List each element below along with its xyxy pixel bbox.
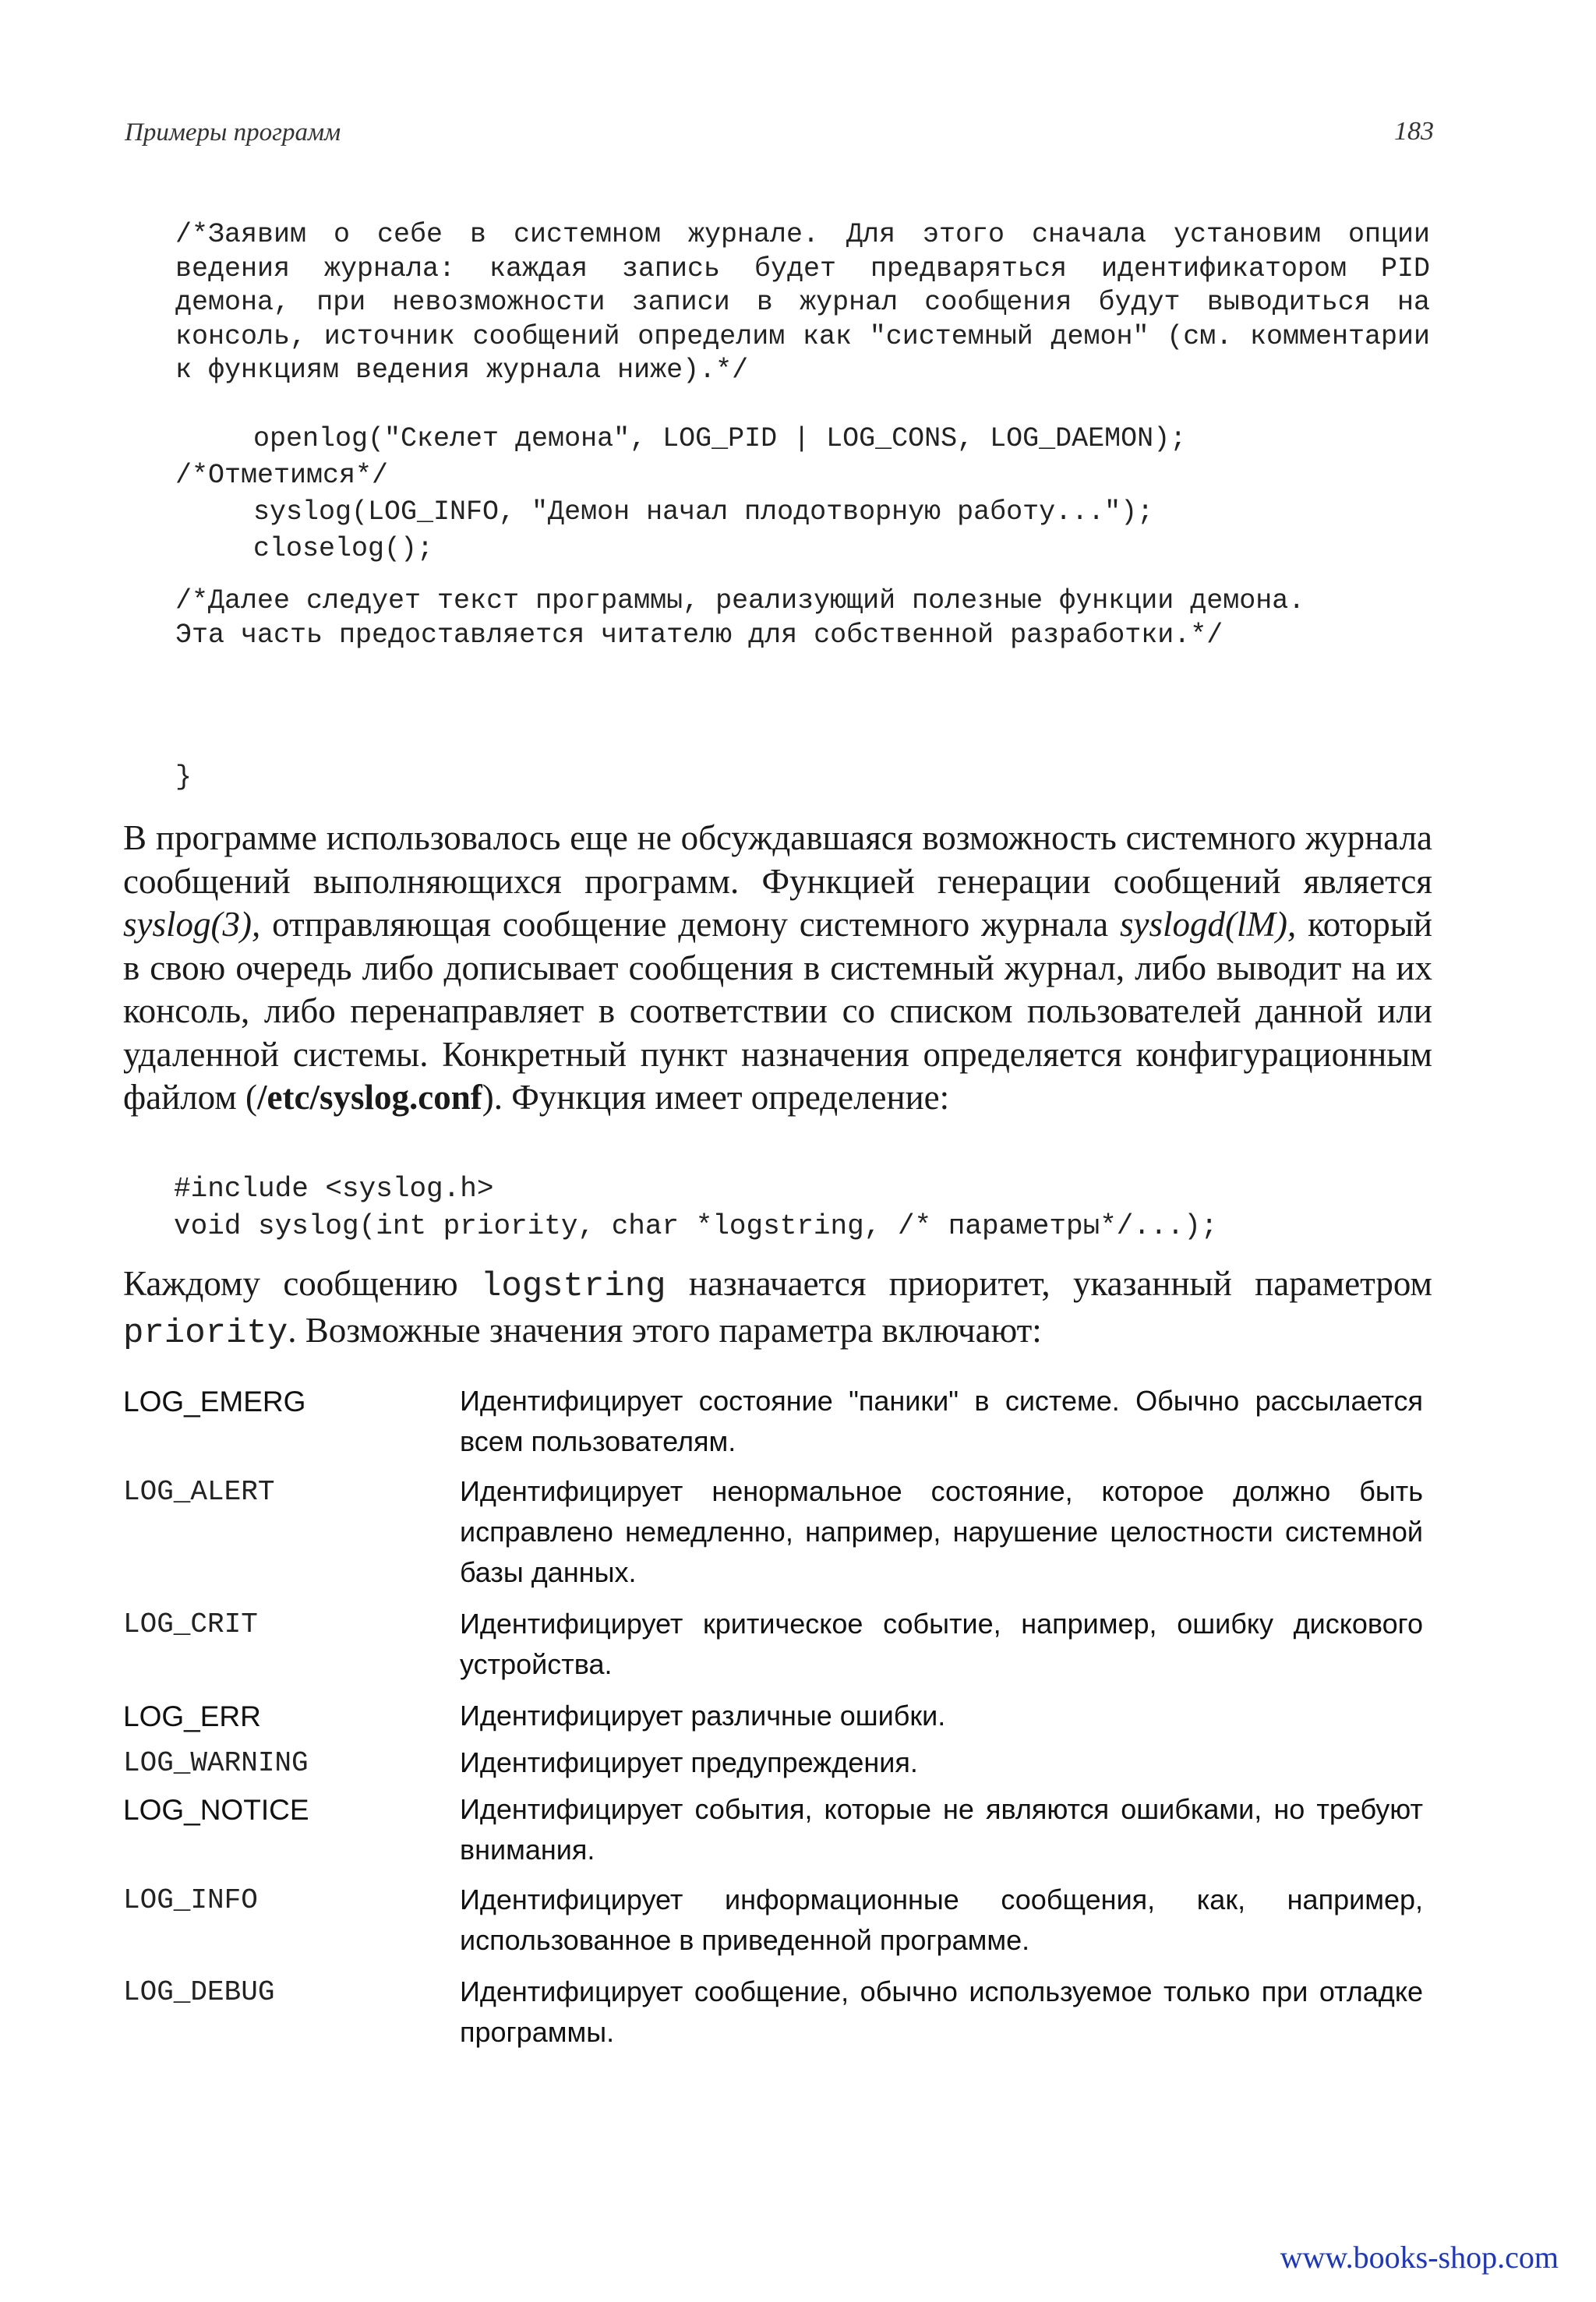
code-syslog-declaration: void syslog(int priority, char *logstring, /* параметры*/...); [174,1210,1218,1242]
paragraph-text: ). Функция имеет определение: [482,1078,950,1117]
level-name: LOG_ALERT [123,1476,275,1508]
level-description: Идентифицирует различные ошибки. [460,1700,946,1732]
paragraph-text: назначается приоритет, указанный параметром [666,1264,1432,1303]
code-closing-brace: } [175,761,192,793]
page-number: 183 [1394,117,1434,146]
code-include: #include <syslog.h> [174,1173,494,1205]
paragraph-text: который в свою очередь либо дописывает сообщения в системный журнал, либо выводит на их консоль, либо перенаправляет в соответствии со списком пользователей данной или удаленной системы. Конкретный пункт назначения определяется конфигурационным файлом ( [123,905,1433,1117]
config-file-path: /etc/syslog.conf [257,1078,482,1117]
level-description: Идентифицирует сообщение, обычно используемое только при отладке программы. [460,1975,1423,2048]
footer-website-link[interactable]: www.books-shop.com [1280,2240,1559,2275]
paragraph-text: В программе использовалось еще не обсуждавшаяся возможность системного журнала сообщений выполняющихся программ. Функцией генерации сообщений является [123,818,1432,901]
code-closelog: closelog(); [253,533,434,564]
running-head: Примеры программ [125,118,341,147]
code-openlog: openlog("Скелет демона", LOG_PID | LOG_CONS, LOG_DAEMON); [253,423,1187,454]
code-syslog: syslog(LOG_INFO, "Демон начал плодотворную работу..."); [253,496,1154,528]
body-paragraph-priority [123,1262,1432,1355]
code-comment-mark: /*Отметимся*/ [175,460,389,491]
level-name: LOG_CRIT [123,1608,258,1640]
level-description: Идентифицирует ненормальное состояние, которое должно быть исправлено немедленно, например, нарушение целостности системной базы данных. [460,1475,1423,1588]
priority-param: priority [123,1313,288,1353]
syslogd-reference: syslogd(lM), [1120,905,1297,944]
paragraph-text: отправляющая сообщение демону системного журнала [260,905,1121,944]
level-name: LOG_EMERG [123,1386,306,1418]
level-description: Идентифицирует предупреждения. [460,1746,918,1778]
code-comment-journal: /*Заявим о себе в системном журнале. Для этого сначала установим опции ведения журнала: каждая запись будет предваряться идентификатором PID демона, при невозможности записи в журнал сообщения будут выводиться на консоль, источник сообщений определим как "системный демон" (см. комментарии к функциям ведения журнала ниже).*/ [175,219,1447,386]
level-name: LOG_ERR [123,1700,261,1732]
paragraph-text: Каждому сообщению [123,1264,481,1303]
paragraph-text: . Возможные значения этого параметра включают: [288,1310,1042,1350]
level-name: LOG_NOTICE [123,1794,309,1826]
logstring-param: logstring [480,1267,666,1306]
level-description: Идентифицирует события, которые не являются ошибками, но требуют внимания. [460,1793,1423,1866]
level-name: LOG_DEBUG [123,1976,275,2008]
level-description: Идентифицирует состояние "паники" в системе. Обычно рассылается всем пользователям. [460,1385,1423,1457]
code-comment-rest: /*Далее следует текст программы, реализующий полезные функции демона. Эта часть предоставляется читателю для собственной разработки.*/ [175,585,1322,651]
level-description: Идентифицирует информационные сообщения, как, например, использованное в приведенной программе. [460,1884,1423,1956]
level-name: LOG_INFO [123,1884,258,1916]
body-paragraph-syslog [123,817,1432,1120]
syslog-reference: syslog(3), [123,905,261,944]
level-name: LOG_WARNING [123,1747,309,1779]
level-description: Идентифицирует критическое событие, например, ошибку дискового устройства. [460,1608,1423,1680]
